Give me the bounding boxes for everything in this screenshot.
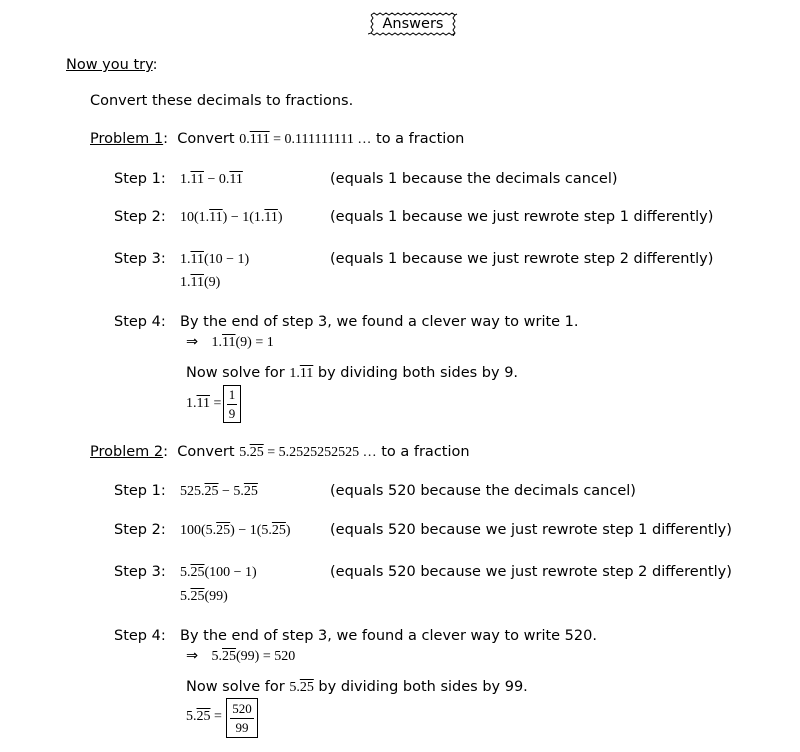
- repeating-digits: 25: [243, 484, 258, 499]
- p2-decimal-int: 5.: [239, 445, 250, 460]
- fraction-numerator: 520: [232, 700, 252, 716]
- expr-part: − 0.: [203, 172, 230, 187]
- p2-step1-label: Step 1:: [114, 483, 166, 499]
- p2-step3-label: Step 3:: [114, 564, 166, 580]
- p1-decimal-expanded: = 0.111111111 …: [273, 132, 372, 147]
- p1-step3-expr: [180, 251, 249, 269]
- p1-decimal-rep: 111: [249, 132, 270, 147]
- p1-step2-label: Step 2:: [114, 209, 166, 225]
- p2-step4-label: Step 4:: [114, 628, 166, 644]
- p1-step3-note: (equals 1 because we just rewrote step 2 differently): [330, 251, 714, 267]
- expr-part: (9): [203, 275, 221, 290]
- intro-heading: [66, 56, 158, 74]
- problem-1-heading: [90, 130, 464, 149]
- expr-part: (9) = 1: [235, 335, 274, 350]
- problem-1-label: Problem 1: [90, 131, 164, 147]
- answers-title-badge: [368, 12, 458, 36]
- p1-step4-label: Step 4:: [114, 314, 166, 330]
- expr-part: ): [277, 210, 283, 225]
- problem-2-convert-post: to a fraction: [381, 444, 470, 460]
- expr-part: 1.: [180, 275, 191, 290]
- p2-step2-label: Step 2:: [114, 522, 166, 538]
- solve-post: by dividing both sides by 99.: [318, 679, 528, 695]
- p1-step4-solve: [186, 364, 518, 383]
- expr-part: =: [209, 396, 222, 411]
- solve-pre: Now solve for: [186, 365, 285, 381]
- p1-step3-label: Step 3:: [114, 251, 166, 267]
- repeating-digits: 25: [216, 523, 231, 538]
- intro-colon: :: [152, 57, 158, 73]
- p2-decimal-expanded: = 5.2525252525 …: [267, 445, 377, 460]
- fraction-numerator: 1: [228, 386, 236, 402]
- expr-part: =: [210, 709, 222, 724]
- expr-part: 10(1.: [180, 210, 210, 225]
- repeating-digits: 25: [299, 680, 314, 695]
- p1-step3-expr-line2: [180, 274, 220, 292]
- repeating-digits: 25: [196, 709, 211, 724]
- p1-step1-label: Step 1:: [114, 171, 166, 187]
- p2-step2-note: (equals 520 because we just rewrote step 1 differently): [330, 522, 732, 538]
- expr-part: − 5.: [218, 484, 244, 499]
- p1-step2-expr: [180, 209, 283, 227]
- solve-var: [289, 680, 314, 695]
- p2-step3-expr: [180, 564, 257, 582]
- expr-part: 5.: [211, 649, 223, 664]
- expr-part: (100 − 1): [204, 565, 257, 580]
- expr-part: 1.: [211, 335, 223, 350]
- p2-step2-expr: [180, 522, 291, 540]
- solve-var: [289, 366, 313, 381]
- repeating-digits: 11: [264, 210, 278, 225]
- problem-1-colon: :: [163, 131, 169, 147]
- p2-step3-expr-line2: [180, 588, 228, 606]
- p2-decimal-rep: 25: [249, 445, 264, 460]
- p2-step3-note: (equals 520 because we just rewrote step 2 differently): [330, 564, 732, 580]
- p1-answer-fraction-box: [223, 385, 241, 423]
- p1-decimal-int: 0.: [239, 132, 250, 147]
- problem-1-convert-pre: Convert: [177, 131, 235, 147]
- expr-part: 1.: [186, 396, 197, 411]
- expr-part: (99) = 520: [236, 649, 296, 664]
- problem-1-decimal: [239, 132, 371, 147]
- fraction-denominator: 99: [235, 719, 249, 735]
- p2-step4-solve: [186, 678, 528, 697]
- problem-2-heading: [90, 443, 470, 462]
- page-title: Answers: [382, 16, 444, 32]
- expr-part: 1.: [180, 252, 191, 267]
- expr-part: 525.: [180, 484, 205, 499]
- repeating-digits: 11: [209, 210, 223, 225]
- expr-part: ) − 1(5.: [230, 523, 272, 538]
- problem-1-convert-post: to a fraction: [376, 131, 465, 147]
- implies-symbol: ⇒: [186, 648, 199, 664]
- problem-2-label: Problem 2: [90, 444, 164, 460]
- repeating-digits: 11: [190, 172, 204, 187]
- expr-part: ) − 1(1.: [222, 210, 265, 225]
- expr-part: 100(5.: [180, 523, 217, 538]
- repeating-digits: 25: [271, 523, 286, 538]
- expr-part: (99): [204, 589, 228, 604]
- p1-step1-expr: [180, 171, 243, 189]
- repeating-digits: 11: [229, 172, 243, 187]
- expr-part: 5.: [180, 565, 191, 580]
- implies-symbol: ⇒: [186, 334, 199, 350]
- p1-step2-note: (equals 1 because we just rewrote step 1 differently): [330, 209, 714, 225]
- p1-step1-note: (equals 1 because the decimals cancel): [330, 171, 618, 187]
- repeating-digits: 11: [190, 275, 204, 290]
- repeating-digits: 11: [222, 335, 236, 350]
- p2-step1-expr: [180, 483, 258, 501]
- fraction-denominator: 9: [228, 405, 236, 421]
- expr-part: ): [285, 523, 291, 538]
- repeating-digits: 25: [190, 565, 205, 580]
- repeating-digits: 25: [204, 484, 219, 499]
- p1-answer-lhs: [186, 395, 221, 413]
- instruction-text: Convert these decimals to fractions.: [90, 93, 354, 109]
- p1-step4-implication: [186, 333, 274, 352]
- intro-label: Now you try: [66, 57, 153, 73]
- repeating-digits: 25: [190, 589, 205, 604]
- problem-2-decimal: [239, 445, 376, 460]
- solve-pre: Now solve for: [186, 679, 285, 695]
- expr-part: (10 − 1): [203, 252, 250, 267]
- p2-step1-note: (equals 520 because the decimals cancel): [330, 483, 636, 499]
- problem-2-colon: :: [163, 444, 169, 460]
- p1-step4-equation: [212, 335, 274, 350]
- repeating-digits: 11: [190, 252, 204, 267]
- expr-part: 5.: [289, 680, 300, 695]
- repeating-digits: 25: [222, 649, 237, 664]
- p2-step4-implication: [186, 647, 295, 666]
- p2-step4-text: By the end of step 3, we found a clever way to write 520.: [180, 628, 597, 644]
- p1-step4-text: By the end of step 3, we found a clever way to write 1.: [180, 314, 579, 330]
- expr-part: 5.: [186, 709, 197, 724]
- p2-step4-equation: [212, 649, 296, 664]
- fraction-bar: [230, 718, 254, 719]
- solve-post: by dividing both sides by 9.: [317, 365, 519, 381]
- expr-part: 5.: [180, 589, 191, 604]
- expr-part: 1.: [180, 172, 191, 187]
- fraction-bar: [227, 404, 237, 405]
- problem-2-convert-pre: Convert: [177, 444, 235, 460]
- expr-part: 1.: [289, 366, 300, 381]
- repeating-digits: 11: [299, 366, 314, 381]
- p2-answer-fraction-box: [226, 698, 258, 738]
- p2-answer-lhs: [186, 708, 222, 726]
- repeating-digits: 11: [196, 396, 210, 411]
